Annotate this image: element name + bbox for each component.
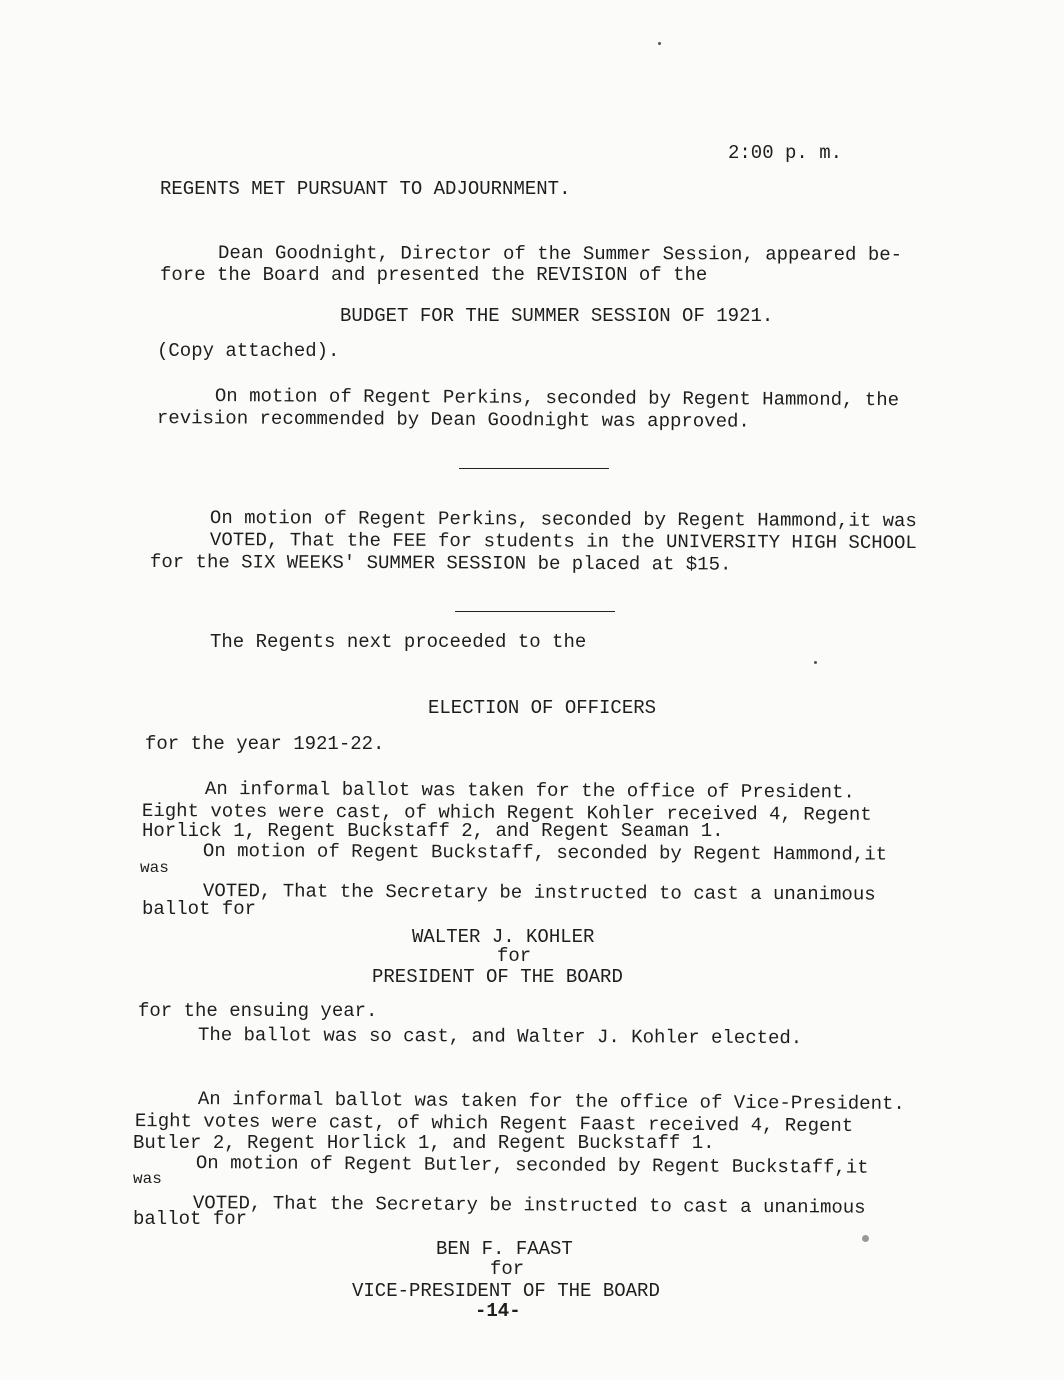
president-for: for	[497, 945, 532, 967]
vp-office: VICE-PRESIDENT OF THE BOARD	[352, 1280, 660, 1302]
president-ballot-line5: was	[140, 859, 169, 877]
election-title: ELECTION OF OFFICERS	[428, 697, 657, 719]
president-ballot-line1: An informal ballot was taken for the office of President.	[204, 778, 855, 804]
para4: The Regents next proceeded to the	[210, 631, 587, 653]
para3-line3: for the SIX WEEKS' SUMMER SESSION be placed at $15.	[149, 551, 732, 576]
president-ballot-line7: ballot for	[142, 898, 257, 920]
paper-speck	[658, 42, 661, 45]
vp-ballot-line7: ballot for	[133, 1208, 248, 1230]
president-name: WALTER J. KOHLER	[412, 926, 595, 948]
vp-ballot-line6: VOTED, That the Secretary be instructed to cast a unanimous	[192, 1192, 866, 1219]
para3-line1: On motion of Regent Perkins, seconded by Regent Hammond,it was	[209, 507, 917, 533]
vp-name: BEN F. FAAST	[436, 1238, 573, 1260]
vp-ballot-line4: On motion of Regent Butler, seconded by Regent Buckstaff,it	[195, 1152, 869, 1179]
paper-speck	[862, 1235, 869, 1242]
meeting-heading: REGENTS MET PURSUANT TO ADJOURNMENT.	[160, 178, 571, 200]
copy-note: (Copy attached).	[157, 340, 340, 362]
para1-line2: fore the Board and presented the REVISION of the	[160, 264, 708, 286]
vp-ballot-line2: Eight votes were cast, of which Regent Faast received 4, Regent	[134, 1110, 854, 1138]
president-ballot-line2: Eight votes were cast, of which Regent Kohler received 4, Regent	[141, 800, 872, 826]
president-ballot-line3: Horlick 1, Regent Buckstaff 2, and Regent Seaman 1.	[142, 820, 724, 842]
para3-line2: VOTED, That the FEE for students in the UNIVERSITY HIGH SCHOOL	[209, 529, 917, 555]
vp-ballot-line5: was	[133, 1170, 162, 1188]
page-number: -14-	[475, 1300, 521, 1322]
president-ballot-line4: On motion of Regent Buckstaff, seconded by Regent Hammond,it	[202, 840, 888, 866]
divider-1	[459, 468, 609, 469]
president-office: PRESIDENT OF THE BOARD	[372, 966, 623, 988]
para1-line1: Dean Goodnight, Director of the Summer Session, appeared be-	[217, 242, 903, 266]
para2-line1: On motion of Regent Perkins, seconded by Regent Hammond, the	[214, 385, 900, 412]
budget-title: BUDGET FOR THE SUMMER SESSION OF 1921.	[340, 305, 774, 327]
divider-2	[455, 611, 615, 612]
vp-ballot-line3: Butler 2, Regent Horlick 1, and Regent Buckstaff 1.	[133, 1132, 715, 1154]
president-result-line1: for the ensuing year.	[138, 1000, 378, 1022]
president-ballot-line6: VOTED, That the Secretary be instructed to cast a unanimous	[202, 880, 876, 906]
president-result-line2: The ballot was so cast, and Walter J. Kohler elected.	[197, 1024, 803, 1050]
paper-speck	[814, 661, 817, 664]
para2-line2: revision recommended by Dean Goodnight was approved.	[156, 407, 750, 433]
vp-for: for	[490, 1258, 525, 1280]
year-line: for the year 1921-22.	[145, 733, 385, 755]
time-stamp: 2:00 p. m.	[728, 142, 843, 164]
vp-ballot-line1: An informal ballot was taken for the office of Vice-President.	[197, 1088, 905, 1115]
